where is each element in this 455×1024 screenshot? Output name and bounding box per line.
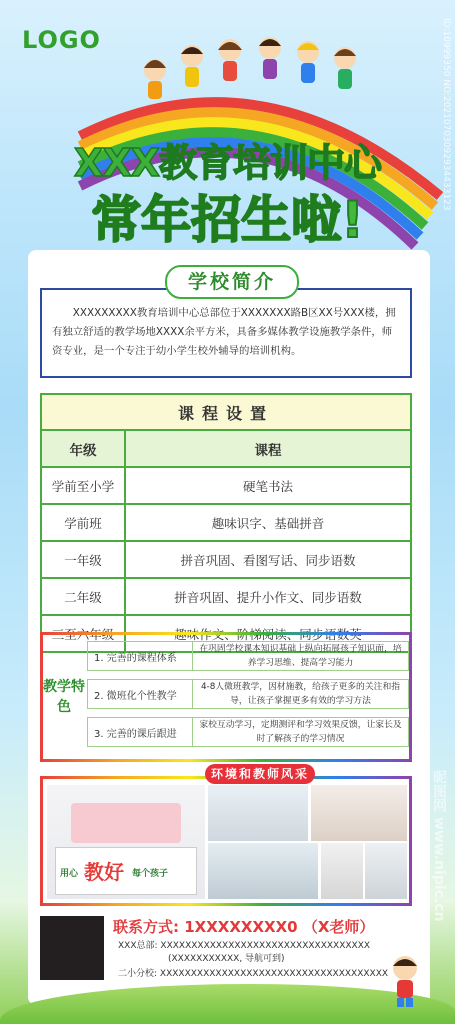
branch-label: 二小分校: [118, 969, 158, 979]
course-cell: 趣味作文、阶梯阅读、同步语数英 [125, 615, 411, 652]
grade-cell: 学前至小学 [41, 467, 125, 504]
feature-desc: 在巩固学校课本知识基础上纵向拓展孩子知识面，培养学习思维、提高学习能力 [193, 641, 409, 671]
sign-small-left: 用心 [60, 869, 79, 879]
feature-row [87, 679, 409, 715]
feature-name: 3. 完善的课后跟进 [87, 717, 193, 747]
corridor-photo [365, 843, 407, 899]
title-line-1: XXX教育培训中心 [74, 141, 381, 185]
feature-desc: 家校互动学习，定期测评和学习效果反馈，让家长及时了解孩子的学习情况 [193, 717, 409, 747]
course-cell: 趣味识字、基础拼音 [125, 504, 411, 541]
watermark-id: ID:10999350 NO:20210703092934433123 [441, 18, 451, 211]
hallway-photo [321, 843, 363, 899]
hq-addr: XXXXXXXXXXXXXXXXXXXXXXXXXXXXXXXXXX [160, 941, 371, 951]
environment-gallery [40, 776, 412, 906]
table-row [41, 467, 411, 504]
grade-cell: 二年级 [41, 578, 125, 615]
hq-address [118, 940, 370, 952]
reception-photo [47, 785, 205, 899]
grade-cell: 三至六年级 [41, 615, 125, 652]
cartoon-kids-illustration [130, 28, 370, 108]
feature-name: 2. 微班化个性教学 [87, 679, 193, 709]
course-col-course: 课程 [125, 430, 411, 467]
branch-addr: XXXXXXXXXXXXXXXXXXXXXXXXXXXXXXXXXXXXX [159, 969, 389, 979]
logo: LOGO [22, 26, 101, 54]
environment-heading: 环境和教师风采 [205, 764, 315, 784]
qr-code [40, 916, 104, 980]
branch-address [118, 968, 388, 980]
grade-cell: 一年级 [41, 541, 125, 578]
sign-small-right: 每个孩子 [132, 869, 169, 879]
grade-cell: 学前班 [41, 504, 125, 541]
course-cell: 拼音巩固、看图写话、同步语数 [125, 541, 411, 578]
feature-row [87, 717, 409, 753]
feature-desc: 4-8人微班教学，因材施教，给孩子更多的关注和指导，让孩子掌握更多有效的学习方法 [193, 679, 409, 709]
front-desk [55, 847, 197, 895]
table-row [41, 578, 411, 615]
intro-heading: 学校简介 [165, 265, 299, 299]
course-col-grade: 年级 [41, 430, 125, 467]
title-line-2: 常年招生啦! [91, 191, 364, 249]
feature-name: 1. 完善的课程体系 [87, 641, 193, 671]
contact-phone: 联系方式: 1XXXXXXXX0 （X老师） [113, 918, 375, 936]
intro-text: XXXXXXXXX教育培训中心总部位于XXXXXXX路B区XX号XXX楼，拥有独立舒适的教学场地XXXX余平方米，具备多媒体教学设施教学条件，师资专业，是一个专注于幼小学生校外辅导的培训机构。 [40, 288, 412, 378]
classroom-photo [208, 785, 308, 841]
table-row [41, 504, 411, 541]
course-table [40, 393, 412, 653]
course-cell: 硬笔书法 [125, 467, 411, 504]
table-row [41, 541, 411, 578]
study-room-photo [208, 843, 318, 899]
hq-address-note: (XXXXXXXXXXX, 导航可到) [168, 954, 285, 964]
sign-big-text: 教好 [84, 860, 124, 884]
feature-label: 教学特色 [43, 679, 85, 715]
feature-row [87, 641, 409, 677]
course-cell: 拼音巩固、提升小作文、同步语数 [125, 578, 411, 615]
course-heading: 课程设置 [41, 394, 411, 430]
nipic-watermark: 昵图网 www.nipic.cn [431, 770, 447, 922]
hq-label: XXX总部: [118, 941, 158, 951]
flower-decoration [71, 803, 181, 843]
playroom-photo [311, 785, 407, 841]
teaching-feature-box [40, 632, 412, 762]
cartoon-boy-icon [375, 950, 435, 1010]
